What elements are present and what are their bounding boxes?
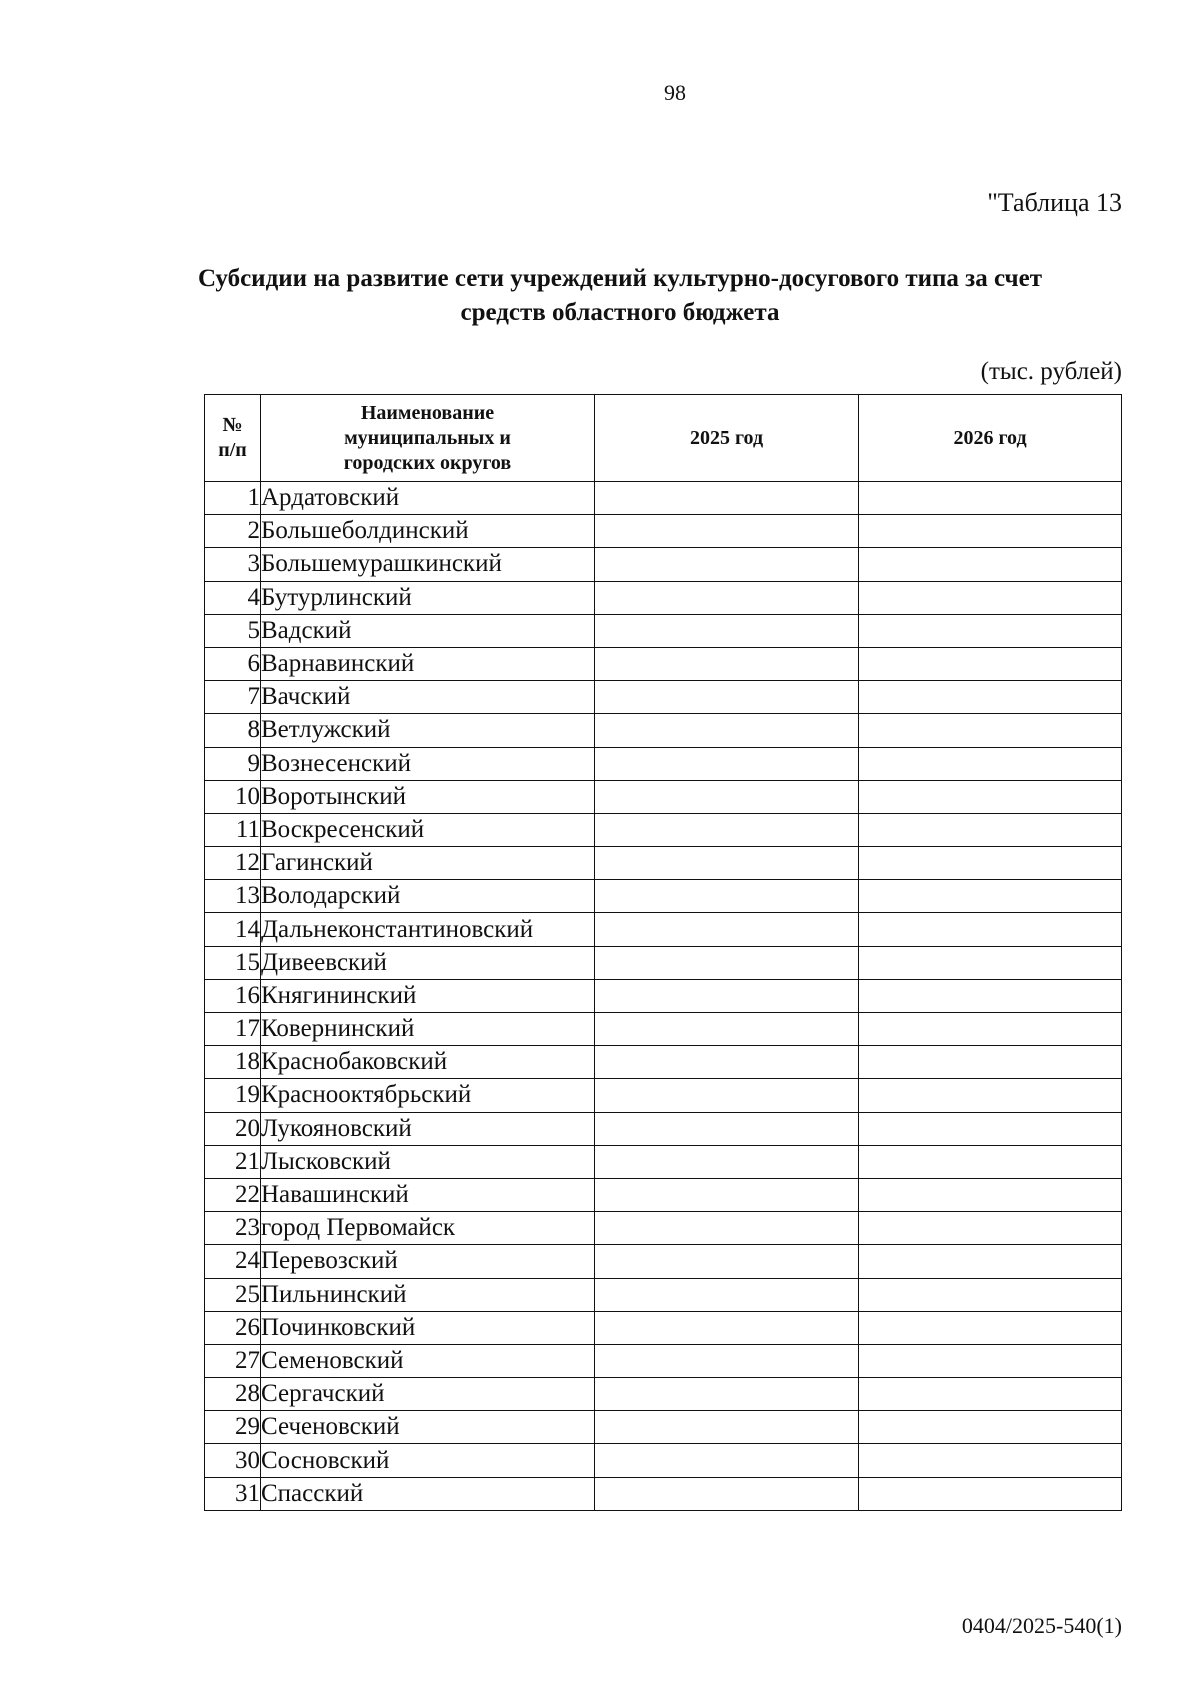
cell-2026-amount [859, 1079, 1122, 1112]
table-row [205, 1311, 1122, 1344]
cell-2026-amount [859, 515, 1122, 548]
cell-2025-amount [595, 1079, 859, 1112]
column-header-name-label: Наименование муниципальных и городских округов [343, 401, 512, 474]
units-label: (тыс. рублей) [980, 358, 1122, 385]
cell-2026-amount [859, 979, 1122, 1012]
table-row [205, 681, 1122, 714]
cell-2026-amount [859, 647, 1122, 680]
cell-2026-amount [859, 1378, 1122, 1411]
table-row [205, 1378, 1122, 1411]
cell-number: 30 [205, 1444, 261, 1477]
cell-2026-amount [859, 913, 1122, 946]
cell-district-name: Бутурлинский [261, 581, 595, 614]
cell-district-name: Перевозский [261, 1245, 595, 1278]
document-code: 0404/2025-540(1) [961, 1613, 1122, 1638]
column-header-number-label: № п/п [218, 414, 247, 461]
column-header-number [205, 395, 261, 482]
cell-2025-amount [595, 1411, 859, 1444]
table-row [205, 1344, 1122, 1377]
table-row [205, 482, 1122, 515]
table-row [205, 1444, 1122, 1477]
cell-number: 12 [205, 847, 261, 880]
cell-2026-amount [859, 1411, 1122, 1444]
cell-district-name: Навашинский [261, 1178, 595, 1211]
cell-district-name: Сеченовский [261, 1411, 595, 1444]
table-row [205, 1046, 1122, 1079]
cell-2025-amount [595, 979, 859, 1012]
cell-district-name: Лысковский [261, 1145, 595, 1178]
table-row [205, 581, 1122, 614]
cell-2026-amount [859, 1278, 1122, 1311]
cell-2026-amount [859, 946, 1122, 979]
cell-2026-amount [859, 880, 1122, 913]
table-row [205, 548, 1122, 581]
cell-2026-amount [859, 581, 1122, 614]
table-row [205, 1145, 1122, 1178]
cell-2025-amount [595, 647, 859, 680]
cell-2026-amount [859, 1013, 1122, 1046]
cell-district-name: Володарский [261, 880, 595, 913]
cell-number: 14 [205, 913, 261, 946]
cell-2025-amount [595, 747, 859, 780]
cell-number: 9 [205, 747, 261, 780]
table-row [205, 1013, 1122, 1046]
cell-2026-amount [859, 1344, 1122, 1377]
cell-2025-amount [595, 1311, 859, 1344]
cell-2025-amount [595, 548, 859, 581]
cell-number: 4 [205, 581, 261, 614]
cell-2025-amount [595, 1477, 859, 1510]
cell-2025-amount [595, 1013, 859, 1046]
cell-number: 31 [205, 1477, 261, 1510]
cell-2025-amount [595, 714, 859, 747]
cell-number: 6 [205, 647, 261, 680]
cell-2026-amount [859, 1311, 1122, 1344]
table-row [205, 515, 1122, 548]
cell-2025-amount [595, 946, 859, 979]
table-row [205, 1112, 1122, 1145]
cell-number: 22 [205, 1178, 261, 1211]
cell-number: 17 [205, 1013, 261, 1046]
cell-district-name: Пильнинский [261, 1278, 595, 1311]
cell-district-name: Ветлужский [261, 714, 595, 747]
cell-district-name: Вадский [261, 614, 595, 647]
cell-2026-amount [859, 780, 1122, 813]
cell-number: 10 [205, 780, 261, 813]
table-row [205, 847, 1122, 880]
cell-2026-amount [859, 1245, 1122, 1278]
cell-number: 20 [205, 1112, 261, 1145]
cell-district-name: Большемурашкинский [261, 548, 595, 581]
cell-district-name: Ковернинский [261, 1013, 595, 1046]
cell-number: 29 [205, 1411, 261, 1444]
cell-2026-amount [859, 1145, 1122, 1178]
table-row [205, 1212, 1122, 1245]
page-number: 98 [664, 80, 686, 105]
cell-district-name: Гагинский [261, 847, 595, 880]
cell-number: 26 [205, 1311, 261, 1344]
cell-district-name: Дивеевский [261, 946, 595, 979]
cell-2025-amount [595, 1046, 859, 1079]
cell-number: 15 [205, 946, 261, 979]
table-row [205, 714, 1122, 747]
cell-number: 3 [205, 548, 261, 581]
cell-2025-amount [595, 1178, 859, 1211]
table-row [205, 780, 1122, 813]
cell-number: 7 [205, 681, 261, 714]
cell-2025-amount [595, 913, 859, 946]
cell-2026-amount [859, 1046, 1122, 1079]
cell-district-name: Варнавинский [261, 647, 595, 680]
cell-number: 16 [205, 979, 261, 1012]
cell-2026-amount [859, 847, 1122, 880]
cell-2025-amount [595, 1245, 859, 1278]
table-label: "Таблица 13 [987, 188, 1122, 217]
cell-district-name: Сосновский [261, 1444, 595, 1477]
cell-district-name: Ардатовский [261, 482, 595, 515]
table-row [205, 1245, 1122, 1278]
cell-2025-amount [595, 880, 859, 913]
table-row [205, 880, 1122, 913]
cell-2025-amount [595, 1378, 859, 1411]
cell-number: 28 [205, 1378, 261, 1411]
cell-2025-amount [595, 1444, 859, 1477]
table-row [205, 1477, 1122, 1510]
document-title: Субсидии на развитие сети учреждений культурно-досугового типа за счет средств областного бюджета [197, 265, 1043, 326]
column-header-2025: 2025 год [595, 395, 859, 482]
cell-2026-amount [859, 1212, 1122, 1245]
cell-district-name: Вачский [261, 681, 595, 714]
cell-district-name: Воротынский [261, 780, 595, 813]
cell-2025-amount [595, 847, 859, 880]
cell-district-name: Воскресенский [261, 813, 595, 846]
cell-number: 13 [205, 880, 261, 913]
table-row [205, 946, 1122, 979]
cell-district-name: город Первомайск [261, 1212, 595, 1245]
cell-2025-amount [595, 1112, 859, 1145]
cell-district-name: Краснобаковский [261, 1046, 595, 1079]
cell-2026-amount [859, 1112, 1122, 1145]
cell-2026-amount [859, 1444, 1122, 1477]
table-header-row [205, 395, 1122, 482]
cell-2025-amount [595, 780, 859, 813]
table-row [205, 614, 1122, 647]
cell-number: 27 [205, 1344, 261, 1377]
table-row [205, 913, 1122, 946]
cell-district-name: Сергачский [261, 1378, 595, 1411]
column-header-name [261, 395, 595, 482]
cell-number: 18 [205, 1046, 261, 1079]
table-row [205, 1178, 1122, 1211]
cell-number: 1 [205, 482, 261, 515]
cell-number: 2 [205, 515, 261, 548]
cell-number: 8 [205, 714, 261, 747]
cell-2026-amount [859, 813, 1122, 846]
cell-2026-amount [859, 614, 1122, 647]
cell-number: 19 [205, 1079, 261, 1112]
cell-number: 21 [205, 1145, 261, 1178]
cell-2026-amount [859, 482, 1122, 515]
cell-district-name: Вознесенский [261, 747, 595, 780]
table-body [205, 482, 1122, 1511]
table-row [205, 647, 1122, 680]
cell-number: 23 [205, 1212, 261, 1245]
cell-2025-amount [595, 482, 859, 515]
column-header-2026: 2026 год [859, 395, 1122, 482]
cell-district-name: Краснооктябрьский [261, 1079, 595, 1112]
cell-2025-amount [595, 515, 859, 548]
cell-number: 24 [205, 1245, 261, 1278]
cell-2025-amount [595, 614, 859, 647]
cell-number: 25 [205, 1278, 261, 1311]
cell-2025-amount [595, 1278, 859, 1311]
subsidy-table [204, 394, 1122, 1511]
table-row [205, 1079, 1122, 1112]
cell-2025-amount [595, 681, 859, 714]
cell-district-name: Дальнеконстантиновский [261, 913, 595, 946]
cell-district-name: Большеболдинский [261, 515, 595, 548]
cell-district-name: Лукояновский [261, 1112, 595, 1145]
cell-2026-amount [859, 548, 1122, 581]
cell-2025-amount [595, 813, 859, 846]
cell-district-name: Княгининский [261, 979, 595, 1012]
cell-2026-amount [859, 714, 1122, 747]
cell-2025-amount [595, 1212, 859, 1245]
cell-number: 5 [205, 614, 261, 647]
cell-district-name: Семеновский [261, 1344, 595, 1377]
cell-2025-amount [595, 1145, 859, 1178]
cell-2026-amount [859, 681, 1122, 714]
cell-2026-amount [859, 747, 1122, 780]
table-row [205, 747, 1122, 780]
table-row [205, 1278, 1122, 1311]
cell-2026-amount [859, 1477, 1122, 1510]
table-row [205, 1411, 1122, 1444]
table-row [205, 813, 1122, 846]
cell-number: 11 [205, 813, 261, 846]
table-row [205, 979, 1122, 1012]
cell-2026-amount [859, 1178, 1122, 1211]
cell-2025-amount [595, 1344, 859, 1377]
cell-2025-amount [595, 581, 859, 614]
cell-district-name: Починковский [261, 1311, 595, 1344]
cell-district-name: Спасский [261, 1477, 595, 1510]
